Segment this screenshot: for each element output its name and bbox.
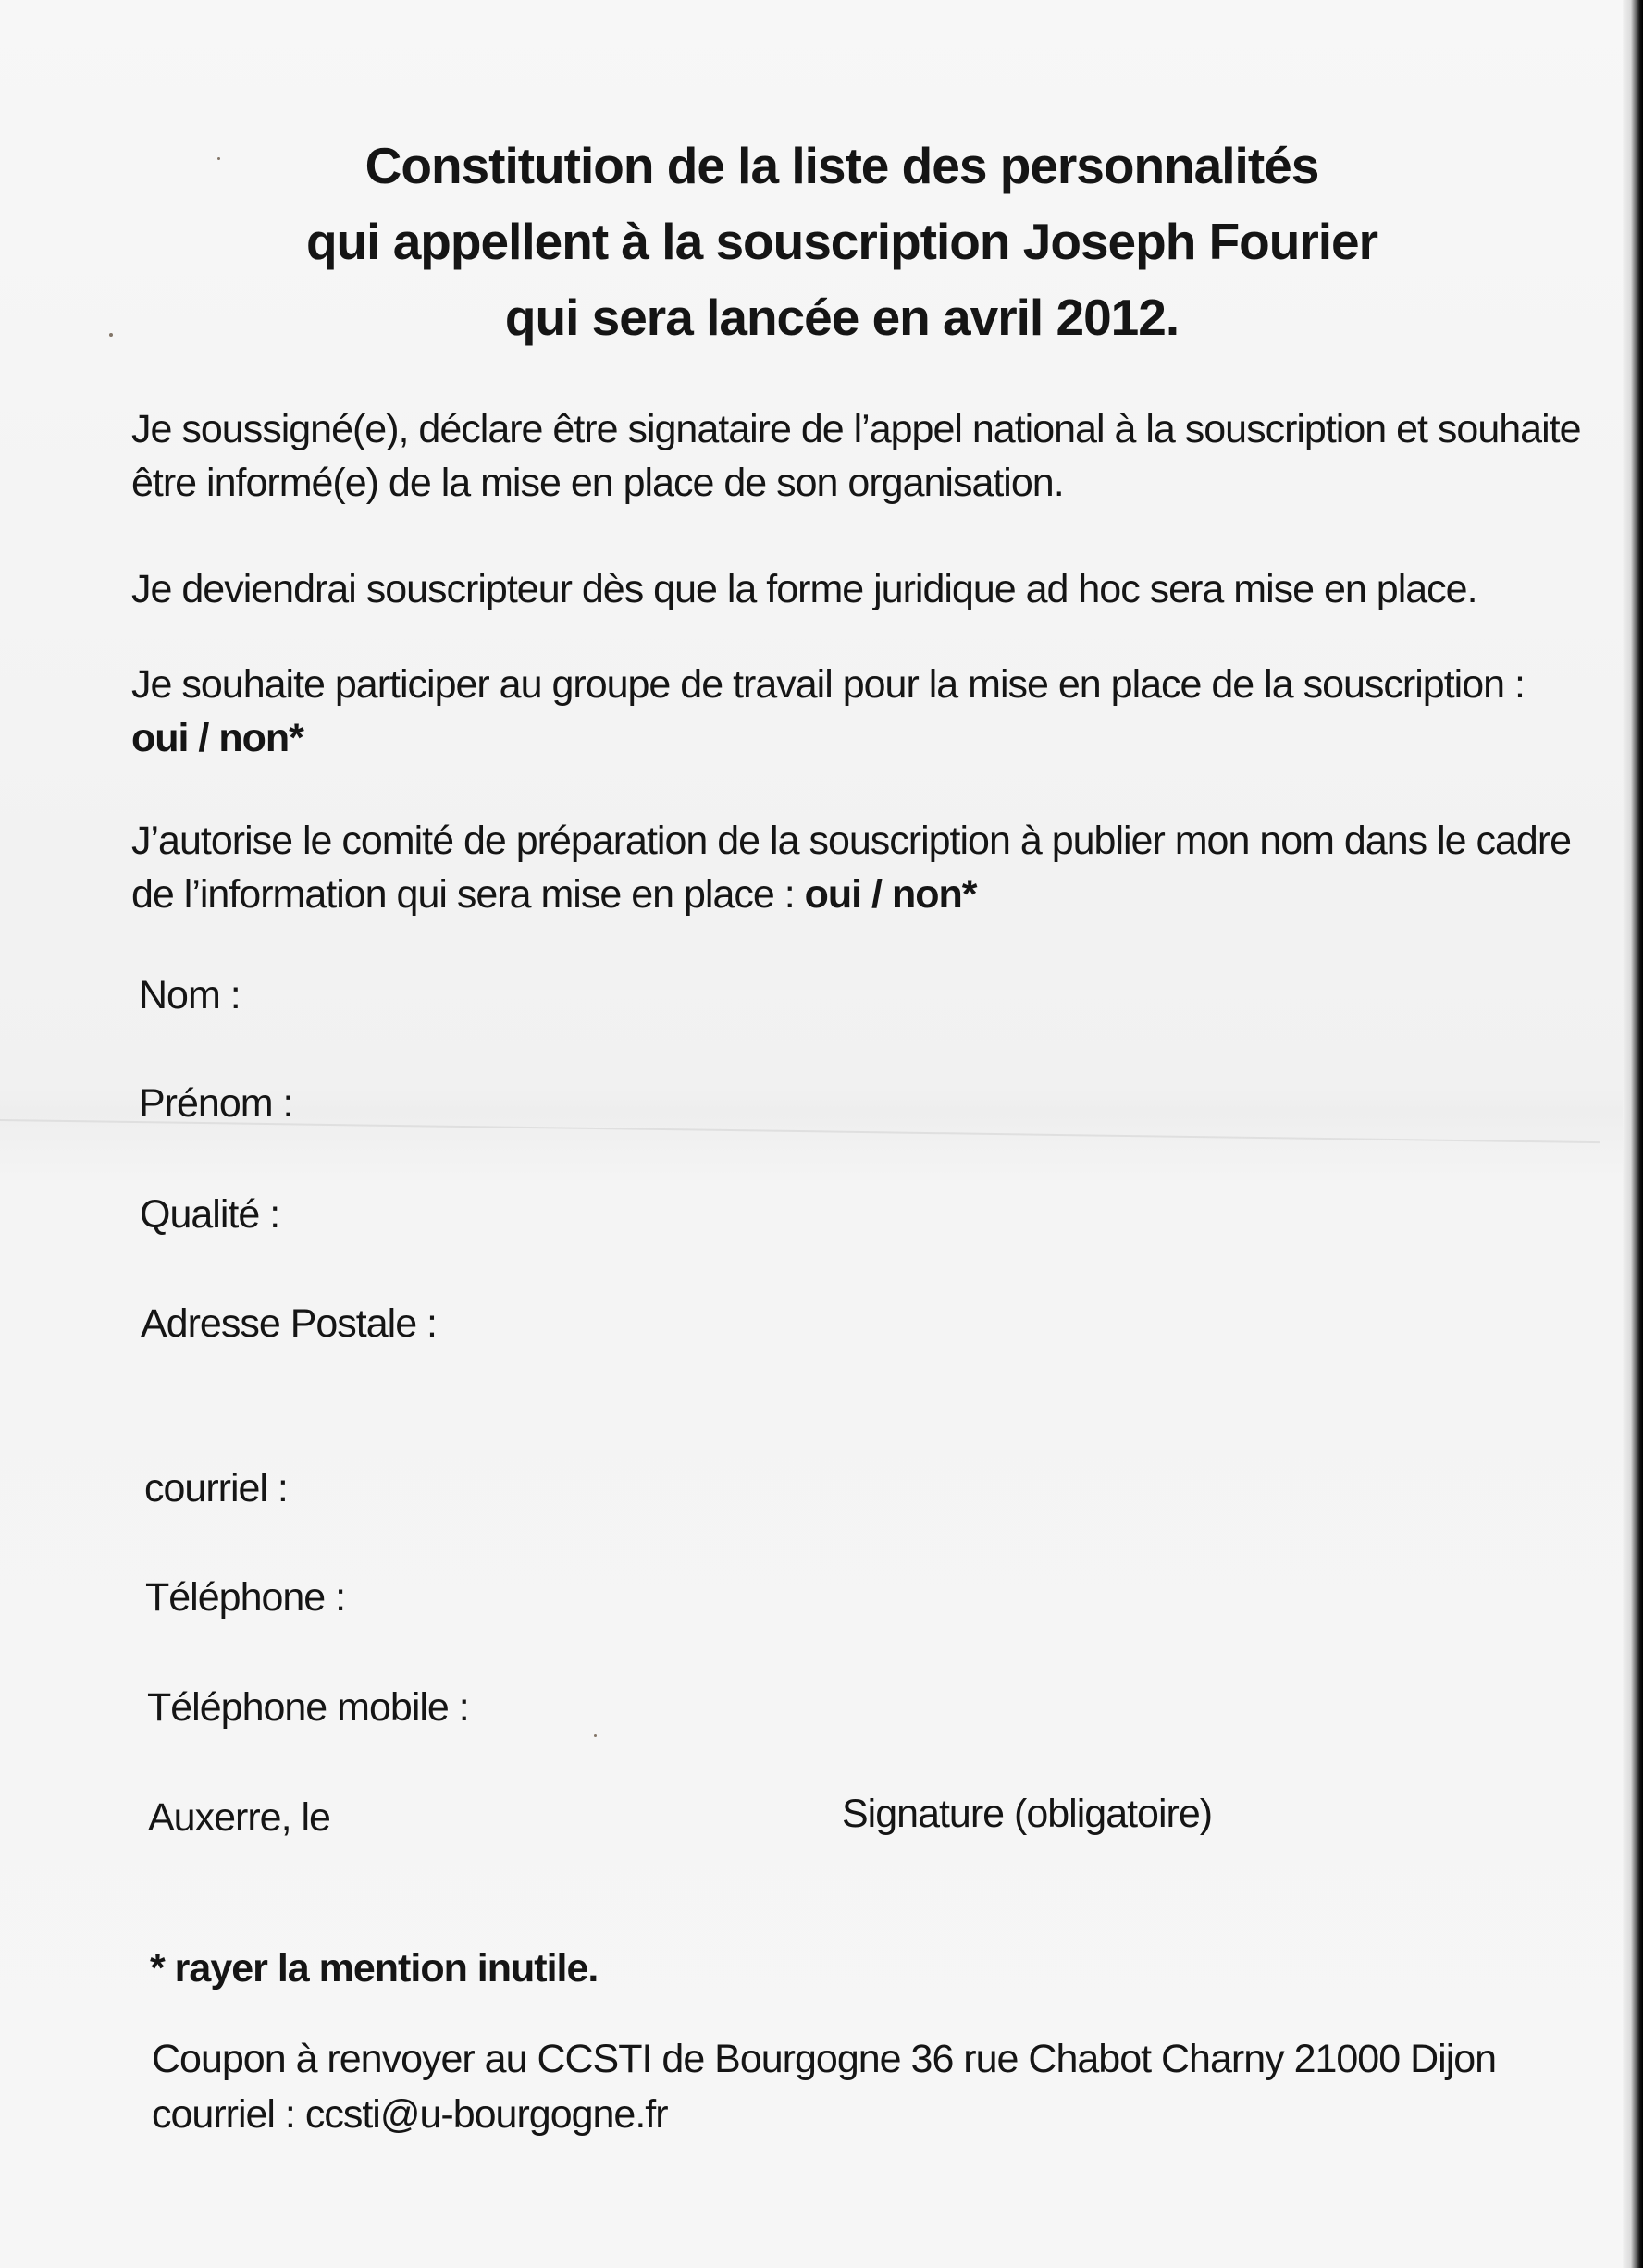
title-line-1: Constitution de la liste des personnalités bbox=[364, 137, 1319, 194]
paper-speck bbox=[217, 157, 220, 160]
subscriber-line: Je deviendrai souscripteur dès que la forme juridique ad hoc sera mise en place. bbox=[131, 567, 1477, 611]
publication-line-2-text: de l’information qui sera mise en place : bbox=[131, 872, 805, 917]
place-date-label: Auxerre, le bbox=[148, 1795, 330, 1840]
working-group-line: Je souhaite participer au groupe de travail pour la mise en place de la souscription : bbox=[131, 662, 1525, 707]
publication-line-1: J’autorise le comité de préparation de la souscription à publier mon nom dans le cadre bbox=[131, 819, 1572, 863]
qualite-label: Qualité : bbox=[140, 1192, 280, 1237]
subscriber-paragraph bbox=[131, 562, 1602, 616]
publication-choice: oui / non* bbox=[804, 872, 977, 917]
adresse-postale-label: Adresse Postale : bbox=[141, 1301, 438, 1346]
working-group-paragraph bbox=[131, 658, 1602, 765]
form-title bbox=[278, 128, 1406, 355]
nom-label: Nom : bbox=[139, 973, 241, 1017]
publication-authorization-paragraph bbox=[131, 814, 1602, 921]
paper-speck bbox=[109, 333, 113, 337]
prenom-label: Prénom : bbox=[139, 1081, 293, 1126]
scan-edge-shadow bbox=[1623, 0, 1643, 2268]
title-line-2: qui appellent à la souscription Joseph Fourier bbox=[305, 213, 1378, 270]
telephone-label: Téléphone : bbox=[145, 1575, 346, 1620]
declaration-line-1: Je soussigné(e), déclare être signataire de l’appel national à la souscription et souhaite bbox=[131, 407, 1581, 451]
working-group-choice: oui / non* bbox=[131, 716, 303, 760]
return-address-line: Coupon à renvoyer au CCSTI de Bourgogne 36 rue Chabot Charny 21000 Dijon bbox=[152, 2037, 1497, 2081]
telephone-mobile-label: Téléphone mobile : bbox=[147, 1685, 469, 1730]
return-address-footer bbox=[152, 2031, 1558, 2142]
publication-line-2 bbox=[131, 868, 1602, 921]
title-line-3: qui sera lancée en avril 2012. bbox=[504, 289, 1180, 346]
strike-note: * rayer la mention inutile. bbox=[150, 1946, 599, 1991]
declaration-paragraph bbox=[131, 402, 1602, 510]
courriel-label: courriel : bbox=[144, 1466, 288, 1510]
declaration-line-2: être informé(e) de la mise en place de son organisation. bbox=[131, 461, 1064, 505]
paper-speck bbox=[594, 1734, 597, 1737]
contact-email-line: courriel : ccsti@u-bourgogne.fr bbox=[152, 2092, 668, 2137]
signature-label: Signature (obligatoire) bbox=[842, 1792, 1213, 1836]
